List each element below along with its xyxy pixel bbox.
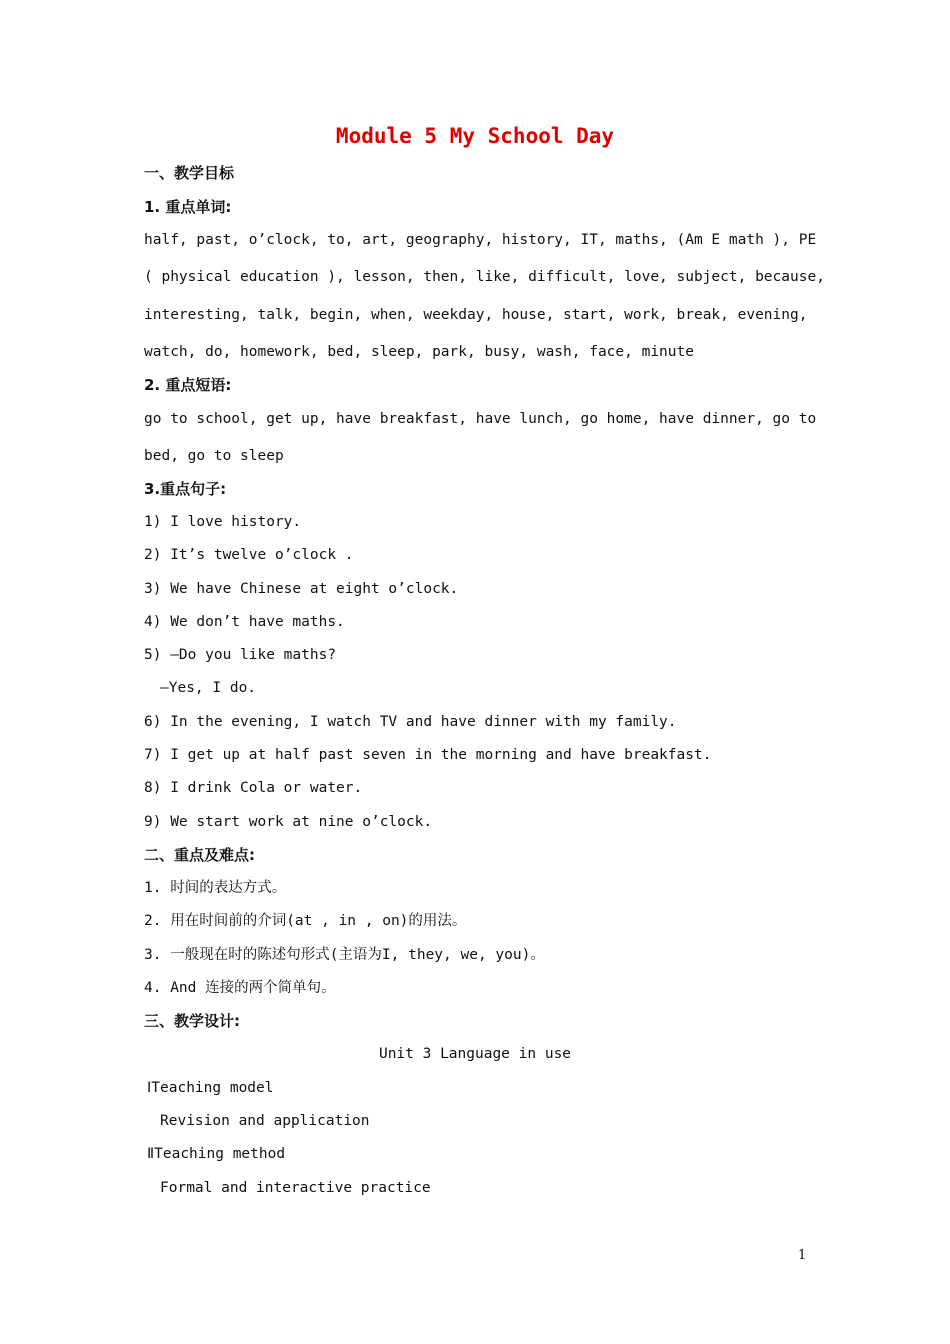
sentence-item: 9) We start work at nine o’clock. [144, 814, 433, 830]
key-phrases-line: go to school, get up, have breakfast, have lunch, go home, have dinner, go to [144, 411, 817, 427]
document-title: Module 5 My School Day [335, 124, 615, 148]
sentence-item: 5) —Do you like maths? [144, 647, 337, 663]
section-heading-key-points: 二、重点及难点: [144, 846, 255, 864]
sentence-item: 1) I love history. [144, 514, 302, 530]
section-heading-objectives: 一、教学目标 [144, 164, 235, 182]
teaching-method-text: Formal and interactive practice [160, 1180, 431, 1196]
teaching-model-heading: ⅠTeaching model [147, 1080, 274, 1096]
key-sentences-heading: 3.重点句子: [144, 480, 227, 498]
unit-title: Unit 3 Language in use [378, 1046, 572, 1062]
key-words-line: watch, do, homework, bed, sleep, park, busy, wash, face, minute [144, 344, 694, 360]
key-phrases-heading: 2. 重点短语: [144, 376, 232, 394]
key-words-line: ( physical education ), lesson, then, like, difficult, love, subject, because, [144, 269, 825, 285]
key-words-line: interesting, talk, begin, when, weekday, house, start, work, break, evening, [144, 307, 808, 323]
key-words-heading: 1. 重点单词: [144, 198, 232, 216]
teaching-method-heading: ⅡTeaching method [147, 1146, 286, 1162]
sentence-item: —Yes, I do. [160, 680, 257, 696]
key-phrases-line: bed, go to sleep [144, 448, 284, 464]
sentence-item: 2) It’s twelve o’clock . [144, 547, 354, 563]
sentence-item: 3) We have Chinese at eight o’clock. [144, 581, 459, 597]
key-point-item: 3. 一般现在时的陈述句形式(主语为I, they, we, you)。 [144, 947, 545, 963]
sentence-item: 8) I drink Cola or water. [144, 780, 363, 796]
key-point-item: 1. 时间的表达方式。 [144, 880, 287, 896]
section-heading-design: 三、教学设计: [144, 1012, 240, 1030]
teaching-model-text: Revision and application [160, 1113, 370, 1129]
sentence-item: 4) We don’t have maths. [144, 614, 345, 630]
sentence-item: 7) I get up at half past seven in the morning and have breakfast. [144, 747, 712, 763]
key-point-item: 4. And 连接的两个简单句。 [144, 980, 336, 996]
sentence-item: 6) In the evening, I watch TV and have dinner with my family. [144, 714, 677, 730]
key-words-line: half, past, o’clock, to, art, geography, history, IT, maths, (Am E math ), PE [144, 232, 817, 248]
page-number: 1 [798, 1248, 807, 1263]
key-point-item: 2. 用在时间前的介词(at , in , on)的用法。 [144, 913, 467, 929]
